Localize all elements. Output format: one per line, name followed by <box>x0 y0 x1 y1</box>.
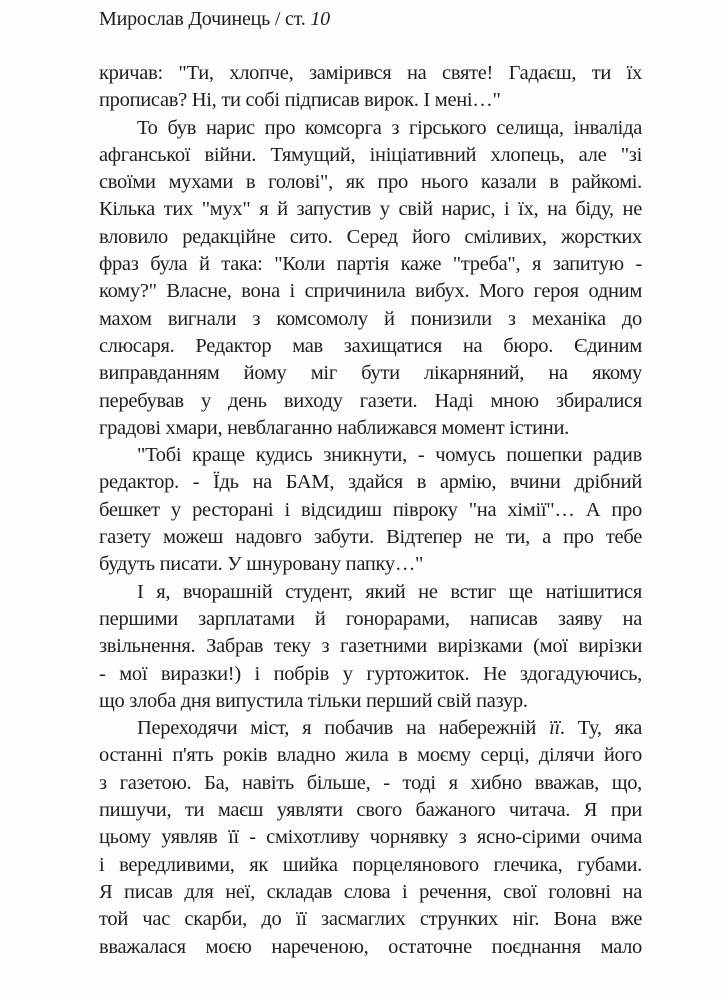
text-line: махом вигнали з комсомолу й понизили з механіка до <box>99 307 642 330</box>
emphasized-word: її <box>549 717 560 740</box>
text-line: цьому уявляв її - сміхотливу чорнявку з ясно-сірими очима <box>99 826 642 849</box>
text-line: кричав: "Ти, хлопче, замірився на святе! Гадаєш, ти їх <box>99 62 642 84</box>
text-line: і вередливими, як шийка порцелянового глечика, губами. <box>99 853 642 876</box>
text-line: бешкет у ресторані і відсидиш півроку "на хімії"… А про <box>99 498 642 521</box>
text-line <box>99 715 642 742</box>
text-line: фраз була й така: "Коли партія каже "треба", я запитую - <box>99 253 642 276</box>
paragraph <box>99 579 642 715</box>
text-line: будуть писати. У шнуровану папку…" <box>99 553 424 576</box>
text-line: І я, вчорашній студент, який не встиг ще натішитися <box>137 580 642 603</box>
text-segment: Переходячи міст, я побачив на набережній <box>137 717 550 740</box>
text-line: з газетою. Ба, навіть більше, - тоді я хибно вважав, що, <box>99 771 642 794</box>
text-line: слюсаря. Редактор мав захищатися на бюро. Єдиним <box>99 334 642 357</box>
text-line: Кілька тих "мух" я й запустив у свій нарис, і їх, на біду, не <box>99 198 642 221</box>
text-line: пишучи, ти маєш уявляти свого бажаного читача. Я при <box>99 799 642 822</box>
paragraph <box>99 442 642 578</box>
text-line: редактор. - Їдь на БАМ, здайся в армію, вчини дрібний <box>99 471 642 494</box>
text-line: вловило редакційне сито. Серед його сміливих, жорстких <box>99 225 642 248</box>
text-line: своїми мухами в голові", як про нього казали в райкомі. <box>99 171 642 194</box>
paragraph <box>99 115 642 443</box>
text-line: - мої виразки!) і побрів у гуртожиток. Не здогадуючись, <box>99 662 642 685</box>
text-line: афганської війни. Тямущий, ініціативний хлопець, але "зі <box>99 143 642 166</box>
text-line: виправданням йому міг бути лікарняний, на якому <box>99 362 642 385</box>
text-line: То був нарис про комсорга з гірського селища, інваліда <box>137 116 642 139</box>
text-line: перебував у день виходу газети. Наді мною збиралися <box>99 389 642 412</box>
text-line: кому?" Власне, вона і спричинила вибух. Мого героя одним <box>99 280 642 303</box>
text-line: вважалася моєю нареченою, остаточне поєднання мало <box>99 935 642 958</box>
page-body-text <box>99 60 642 961</box>
page-number: 10 <box>310 8 330 30</box>
text-segment: . Ту, яка <box>559 717 642 740</box>
text-line: газету можеш надовго забути. Відтепер не ти, а про тебе <box>99 526 642 549</box>
author-name: Мирослав Дочинець <box>99 8 271 30</box>
text-line: Я писав для неї, складав слова і речення, свої головні на <box>99 880 642 903</box>
text-line: останні п'ять років владно жила в моєму серці, ділячи його <box>99 744 642 767</box>
text-line: що злоба дня випустила тільки перший свій пазур. <box>99 689 528 712</box>
text-line: градові хмари, невблаганно наближався момент істини. <box>99 416 569 439</box>
text-line: звільнення. Забрав теку з газетними вирізками (мої вирізки <box>99 635 642 658</box>
paragraph <box>99 60 642 115</box>
paragraph <box>99 715 642 961</box>
text-line: прописав? Ні, ти собі підписав вирок. І мені…" <box>99 89 501 112</box>
page-header <box>99 8 330 31</box>
page-prefix: ст. <box>285 8 306 30</box>
text-line: той час скарби, до її засмаглих струнких ніг. Вона вже <box>99 908 642 931</box>
header-separator: / <box>274 8 281 30</box>
text-line: першими зарплатами й гонорарами, написав заяву на <box>99 607 642 630</box>
text-line: "Тобі краще кудись зникнути, - чомусь пошепки радив <box>137 444 642 467</box>
